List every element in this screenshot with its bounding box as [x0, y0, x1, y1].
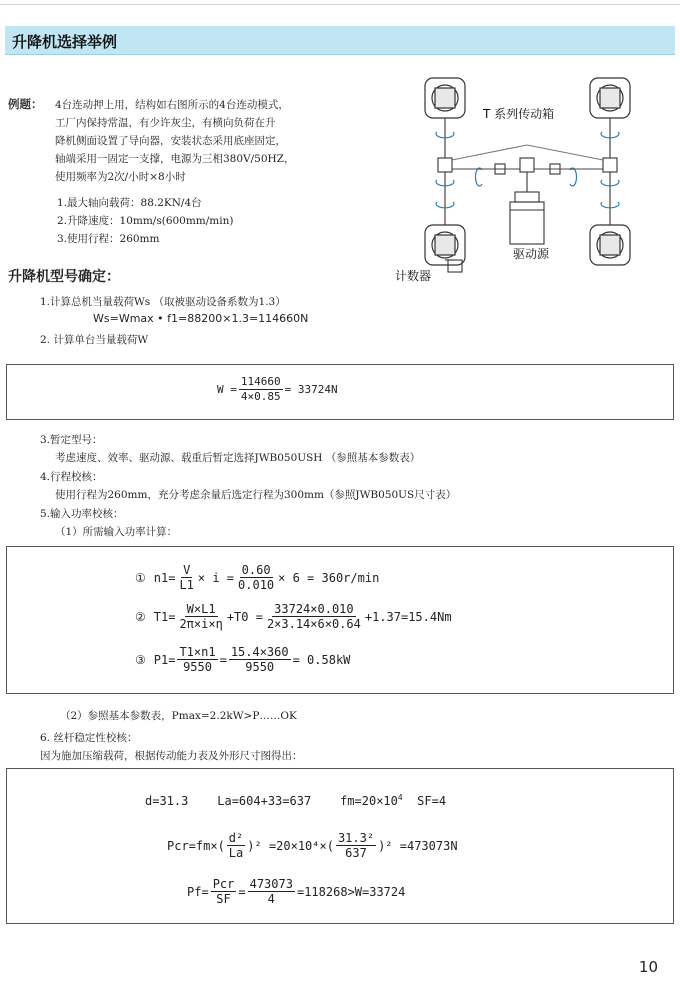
pcr-num-b: 31.3²: [337, 831, 375, 845]
t1-den-a: 2π×i×η: [179, 617, 223, 631]
step-5-sub: （1）所需输入功率计算：: [55, 526, 178, 538]
formula-box-w: [6, 364, 674, 420]
condition-item: 1.最大轴向载荷：88.2KN/4台: [57, 197, 202, 209]
top-rule: [0, 4, 680, 5]
lift-unit-icon: [590, 225, 630, 265]
formula-box-power: [6, 546, 674, 694]
system-diagram: [395, 70, 675, 285]
example-line: 轴端采用一固定一支撑，电源为三相380V/50HZ，: [55, 153, 295, 165]
w-denominator: 4×0.85: [240, 390, 281, 403]
p1-num-b: 15.4×360: [230, 645, 289, 659]
example-text: [55, 96, 385, 186]
gearbox-icon: [438, 158, 452, 172]
pf-mid: =: [238, 884, 246, 899]
p1-num-a: T1×n1: [179, 645, 216, 659]
example-line: 工厂内保持常温，有少许灰尘，有横向负荷在升: [55, 117, 276, 129]
step-3-text: 考虑速度、效率、驱动源、载重后暂定选择JWB050USH （参照基本参数表）: [55, 452, 421, 464]
w-fraction: [239, 375, 283, 404]
p1-den-a: 9550: [183, 660, 212, 674]
condition-item: 2.升降速度：10mm/s(600mm/min): [57, 215, 234, 227]
params-exponent: 4: [397, 793, 403, 802]
row-marker: ③: [135, 652, 146, 667]
step-2: 2. 计算单台当量载荷W: [40, 334, 149, 346]
row-marker: ②: [135, 609, 146, 624]
w-numerator: 114660: [240, 375, 281, 388]
example-line: 使用频率为2次/小时×8小时: [55, 171, 186, 183]
example-label: 例题：: [8, 97, 43, 111]
lift-unit-icon: [425, 78, 465, 118]
pf-den-b: 4: [267, 892, 275, 906]
row-marker: ①: [135, 570, 146, 585]
p1-mid: =: [219, 652, 227, 667]
drive-label: 驱动源: [513, 247, 550, 261]
pf-den-a: SF: [216, 892, 231, 906]
n1-den-a: L1: [179, 578, 194, 592]
formula-row-p1: [135, 645, 350, 674]
pcr-fraction-b: [336, 831, 376, 860]
counter-icon: [445, 260, 462, 272]
example-line: 4台连动押上用，结构如右图所示的4台连动模式，: [55, 99, 289, 111]
lift-unit-icon: [590, 78, 630, 118]
n1-num-b: 0.60: [241, 563, 271, 577]
params-sf: SF=4: [402, 794, 447, 808]
n1-rhs: × 6 = 360r/min: [278, 570, 380, 585]
n1-num-a: V: [183, 563, 191, 577]
p1-fraction-b: [229, 645, 291, 674]
step-1: 1.计算总机当量载荷Ws （取被驱动设备系数为1.3）: [40, 296, 286, 308]
formula-row-t1: [135, 602, 452, 631]
n1-fraction-b: [236, 563, 276, 592]
example-line: 降机侧面设置了导向器，安装状态采用底座固定，: [55, 135, 286, 147]
step-6-text: 因为施加压缩载荷，根据传动能力表及外形尺寸图得出：: [40, 750, 303, 762]
t1-mid: +T0 =: [226, 609, 263, 624]
step-5-2: （2）参照基本参数表，Pmax=2.2kW>P……OK: [60, 710, 297, 722]
step-4: 4.行程校核：: [40, 471, 103, 483]
pcr-den-b: 637: [345, 846, 367, 860]
formula-row-pf: [187, 877, 405, 906]
n1-den-b: 0.010: [238, 578, 275, 592]
params-text: d=31.3 La=604+33=637 fm=20×10: [145, 794, 398, 808]
pcr-num-a: d²: [228, 831, 244, 845]
step-6: 6. 丝杆稳定性校核：: [40, 732, 138, 744]
pcr-mid: )² =20×10⁴×(: [247, 838, 334, 853]
p1-rhs: = 0.58kW: [292, 652, 351, 667]
formula-row-n1: [135, 563, 379, 592]
pf-lhs: Pf=: [187, 884, 209, 899]
t1-fraction-b: [265, 602, 363, 631]
condition-item: 3.使用行程：260mm: [57, 233, 160, 245]
example-conditions: [57, 194, 233, 248]
stability-params: [145, 793, 446, 808]
p1-fraction-a: [177, 645, 217, 674]
pcr-lhs: Pcr=fm×(: [167, 838, 225, 853]
t1-num-a: W×L1: [186, 602, 216, 616]
pf-num-b: 473073: [249, 877, 293, 891]
gearbox-icon: [520, 158, 534, 172]
n1-mid: × i =: [197, 570, 235, 585]
motor-icon: [510, 172, 544, 244]
t1-num-b: 33724×0.010: [274, 602, 354, 616]
w-result: = 33724N: [284, 383, 338, 396]
n1-lhs: n1=: [153, 570, 176, 585]
step-1-formula: Ws=Wmax • f1=88200×1.3=114660N: [93, 312, 309, 325]
pcr-fraction-a: [227, 831, 245, 860]
t1-rhs: +1.37=15.4Nm: [364, 609, 452, 624]
w-lhs: W =: [217, 383, 237, 396]
step-5: 5.输入功率校核：: [40, 508, 124, 520]
gearbox-label: T 系列传动箱: [483, 107, 555, 121]
step-3: 3.暂定型号：: [40, 434, 103, 446]
pf-fraction-a: [211, 877, 237, 906]
formula-box-stability: [6, 768, 674, 924]
pf-num-a: Pcr: [212, 877, 235, 891]
section-title: 升降机型号确定：: [8, 269, 120, 285]
gearbox-icon: [603, 158, 617, 172]
t1-den-b: 2×3.14×6×0.64: [266, 617, 361, 631]
lift-unit-icon: [425, 225, 465, 265]
p1-lhs: P1=: [153, 652, 176, 667]
p1-den-b: 9550: [245, 660, 275, 674]
page-number: 10: [638, 958, 658, 976]
pcr-rhs: )² =473073N: [378, 838, 458, 853]
t1-lhs: T1=: [153, 609, 176, 624]
pf-rhs: =118268>W=33724: [296, 884, 406, 899]
n1-fraction-a: [177, 563, 195, 592]
pf-fraction-b: [248, 877, 295, 906]
t1-fraction-a: [177, 602, 224, 631]
pcr-den-a: La: [228, 846, 244, 860]
page-title: 升降机选择举例: [12, 33, 118, 51]
step-4-text: 使用行程为260mm，充分考虑余量后选定行程为300mm（参照JWB050US尺寸表）: [55, 489, 457, 501]
formula-row-pcr: [167, 831, 458, 860]
counter-label: 计数器: [395, 269, 432, 283]
